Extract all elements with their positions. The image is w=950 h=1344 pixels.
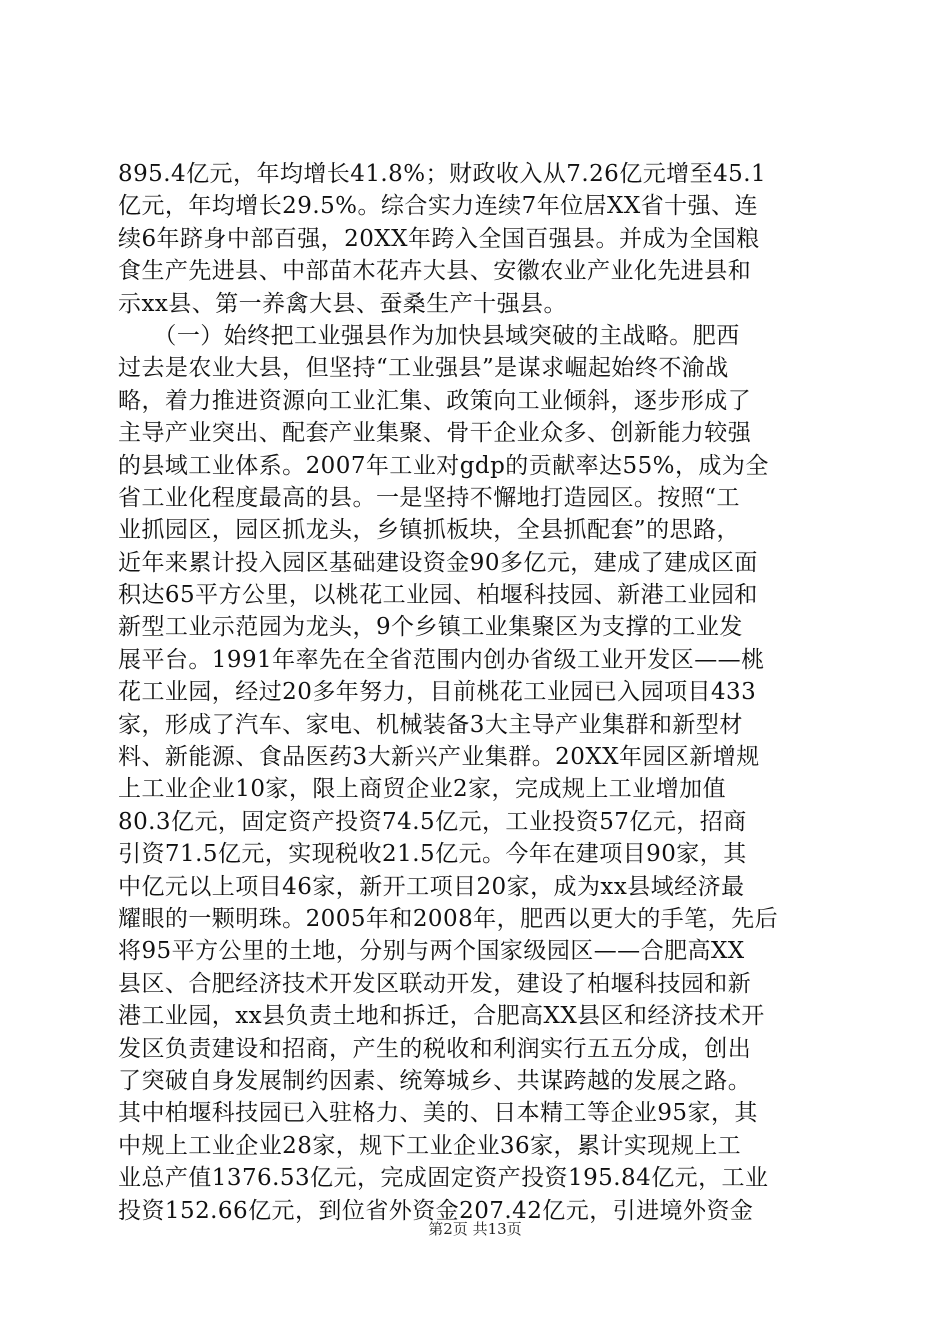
text-line: 耀眼的一颗明珠。2005年和2008年，肥西以更大的手笔，先后 [118,905,779,932]
text-line: 港工业园，xx县负责土地和拆迁，合肥高XX县区和经济技术开 [118,1003,765,1030]
text-line: 花工业园，经过20多年努力，目前桃花工业园已入园项目433 [118,679,757,706]
text-line: 县区、合肥经济技术开发区联动开发，建设了柏堰科技园和新 [118,970,752,997]
text-line: 引资71.5亿元，实现税收21.5亿元。今年在建项目90家，其 [118,841,747,868]
text-line: 省工业化程度最高的县。一是坚持不懈地打造园区。按照“工 [118,484,740,511]
text-line: 展平台。1991年率先在全省范围内创办省级工业开发区——桃 [118,646,765,673]
text-line: 了突破自身发展制约因素、统筹城乡、共谋跨越的发展之路。 [118,1067,752,1094]
text-line: 业总产值1376.53亿元，完成固定资产投资195.84亿元，工业 [118,1165,769,1192]
text-line: 895.4亿元，年均增长41.8%；财政收入从7.26亿元增至45.1 [118,161,767,187]
page-footer: 第2页 共13页 [428,1220,522,1238]
text-line: 新型工业示范园为龙头，9个乡镇工业集聚区为支撑的工业发 [118,614,743,641]
text-line: 续6年跻身中部百强，20XX年跨入全国百强县。并成为全国粮 [118,225,760,252]
text-line: 中规上工业企业28家，规下工业企业36家，累计实现规上工 [118,1132,742,1159]
text-line: （一）始终把工业强县作为加快县域突破的主战略。肥西 [118,322,740,349]
text-line: 其中柏堰科技园已入驻格力、美的、日本精工等企业95家，其 [118,1100,758,1127]
text-line: 亿元，年均增长29.5%。综合实力连续7年位居XX省十强、连 [118,193,758,220]
text-line: 食生产先进县、中部苗木花卉大县、安徽农业产业化先进县和 [118,258,752,285]
text-line: 示xx县、第一养禽大县、蚕桑生产十强县。 [118,290,567,317]
body-text [118,158,834,1227]
text-line: 将95平方公里的土地，分别与两个国家级园区——合肥高XX [118,938,745,965]
text-line: 家，形成了汽车、家电、机械装备3大主导产业集群和新型材 [118,711,743,738]
text-line: 中亿元以上项目46家，新开工项目20家，成为xx县域经济最 [118,873,745,900]
text-line: 积达65平方公里，以桃花工业园、柏堰科技园、新港工业园和 [118,582,758,609]
text-line: 略，着力推进资源向工业汇集、政策向工业倾斜，逐步形成了 [118,387,752,414]
text-line: 80.3亿元，固定资产投资74.5亿元，工业投资57亿元，招商 [118,808,747,835]
text-line: 业抓园区，园区抓龙头，乡镇抓板块，全县抓配套”的思路， [118,517,740,544]
text-line: 的县域工业体系。2007年工业对gdp的贡献率达55%，成为全 [118,452,769,479]
text-line: 主导产业突出、配套产业集聚、骨干企业众多、创新能力较强 [118,420,752,447]
text-line: 过去是农业大县，但坚持“工业强县”是谋求崛起始终不渝战 [118,355,729,382]
text-line: 料、新能源、食品医药3大新兴产业集群。20XX年园区新增规 [118,744,760,771]
text-line: 近年来累计投入园区基础建设资金90多亿元，建成了建成区面 [118,549,758,576]
text-line: 发区负责建设和招商，产生的税收和利润实行五五分成，创出 [118,1035,752,1062]
text-line: 投资152.66亿元，到位省外资金207.42亿元，引进境外资金 [118,1197,754,1224]
text-line: 上工业企业10家，限上商贸企业2家，完成规上工业增加值 [118,776,727,803]
